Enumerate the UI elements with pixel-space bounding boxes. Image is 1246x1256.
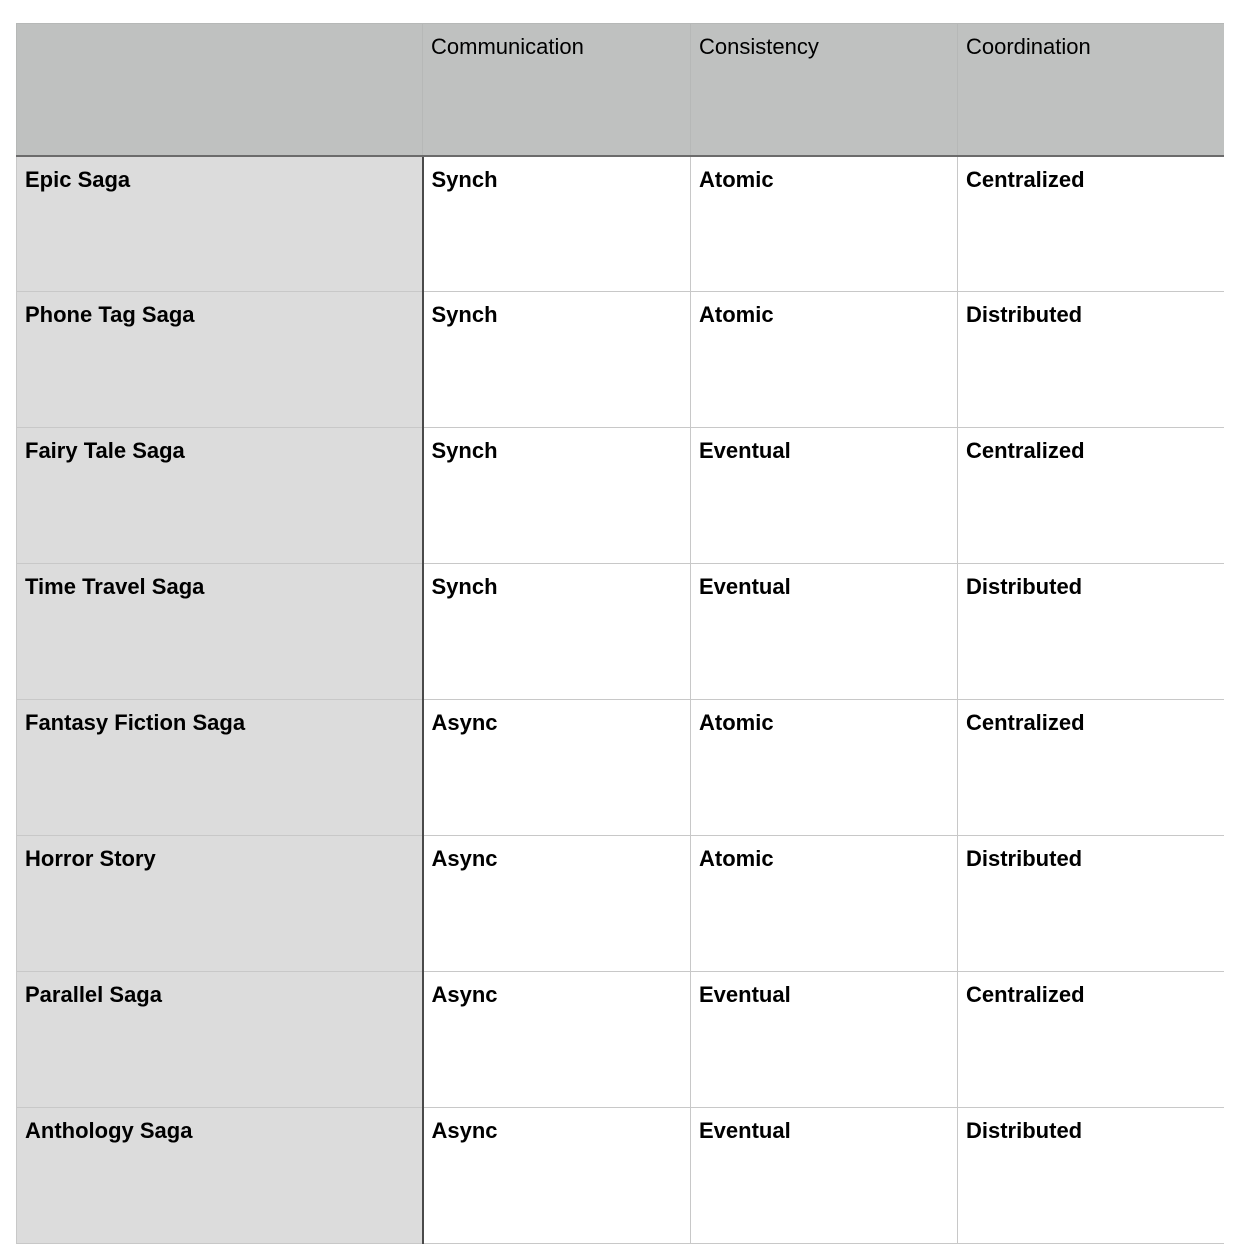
consistency-cell: Eventual [691,1108,958,1244]
consistency-cell: Atomic [691,156,958,292]
communication-cell: Synch [423,156,691,292]
communication-cell: Async [423,836,691,972]
table-row [17,564,1224,700]
consistency-cell: Eventual [691,428,958,564]
table-row [17,836,1224,972]
consistency-cell: Atomic [691,292,958,428]
consistency-cell: Atomic [691,700,958,836]
column-header-communication: Communication [423,24,691,156]
row-header-cell: Fantasy Fiction Saga [17,700,423,836]
coordination-cell: Distributed [958,836,1224,972]
coordination-cell: Centralized [958,428,1224,564]
header-row [17,24,1224,156]
table-row [17,428,1224,564]
communication-cell: Synch [423,428,691,564]
table-row [17,700,1224,836]
row-header-cell: Horror Story [17,836,423,972]
row-header-cell: Parallel Saga [17,972,423,1108]
communication-cell: Synch [423,564,691,700]
coordination-cell: Centralized [958,156,1224,292]
corner-header-cell [17,24,423,156]
row-header-cell: Fairy Tale Saga [17,428,423,564]
consistency-cell: Atomic [691,836,958,972]
coordination-cell: Centralized [958,700,1224,836]
row-header-cell: Epic Saga [17,156,423,292]
coordination-cell: Distributed [958,1108,1224,1244]
coordination-cell: Distributed [958,292,1224,428]
coordination-cell: Centralized [958,972,1224,1108]
consistency-cell: Eventual [691,564,958,700]
table-row [17,972,1224,1108]
saga-patterns-table [16,23,1224,1244]
column-header-coordination: Coordination [958,24,1224,156]
communication-cell: Async [423,972,691,1108]
row-header-cell: Anthology Saga [17,1108,423,1244]
communication-cell: Async [423,700,691,836]
table-row [17,156,1224,292]
communication-cell: Synch [423,292,691,428]
column-header-consistency: Consistency [691,24,958,156]
row-header-cell: Time Travel Saga [17,564,423,700]
row-header-cell: Phone Tag Saga [17,292,423,428]
table-row [17,1108,1224,1244]
consistency-cell: Eventual [691,972,958,1108]
table-row [17,292,1224,428]
coordination-cell: Distributed [958,564,1224,700]
communication-cell: Async [423,1108,691,1244]
